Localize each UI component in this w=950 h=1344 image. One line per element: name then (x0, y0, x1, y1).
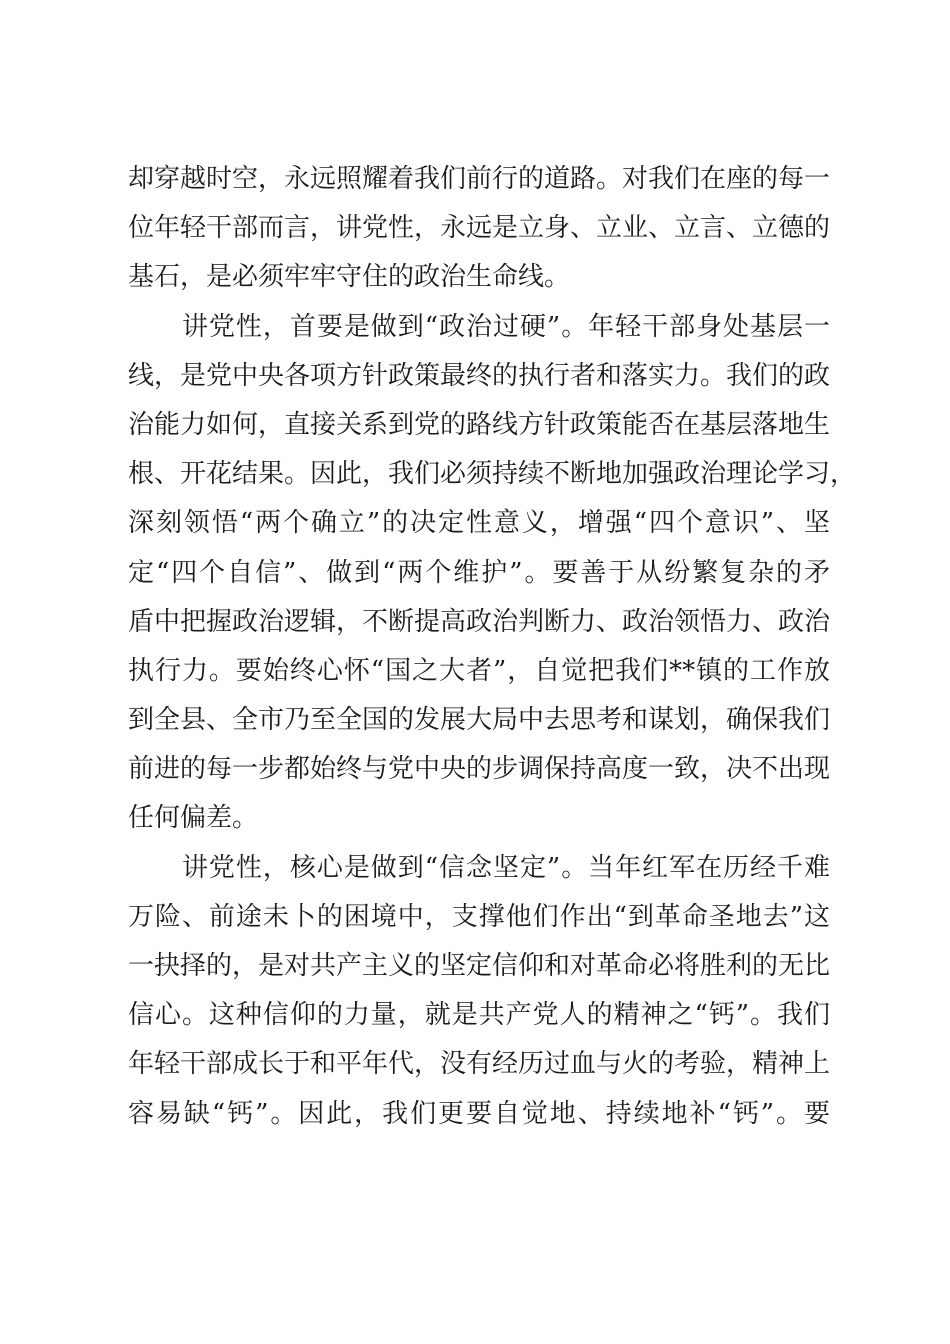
text-line: 讲党性，核心是做到“信念坚定”。当年红军在历经千难 (128, 852, 830, 883)
text-line: 盾中把握政治逻辑，不断提高政治判断力、政治领悟力、政治 (128, 606, 831, 637)
text-line: 定“四个自信”、做到“两个维护”。要善于从纷繁复杂的矛 (128, 557, 830, 588)
text-line: 线，是党中央各项方针政策最终的执行者和落实力。我们的政 (128, 360, 831, 391)
text-line: 讲党性，首要是做到“政治过硬”。年轻干部身处基层一 (128, 311, 830, 342)
text-line: 年轻干部成长于和平年代，没有经历过血与火的考验，精神上 (128, 1049, 831, 1080)
text-line: 任何偏差。 (128, 803, 259, 834)
text-line: 位年轻干部而言，讲党性，永远是立身、立业、立言、立德的 (128, 213, 831, 244)
text-line: 深刻领悟“两个确立”的决定性意义，增强“四个意识”、坚 (128, 508, 830, 539)
text-line: 信心。这种信仰的力量，就是共产党人的精神之“钙”。我们 (128, 1000, 830, 1031)
text-line: 基石，是必须牢牢守住的政治生命线。 (128, 262, 571, 293)
text-line: 执行力。要始终心怀“国之大者”，自觉把我们**镇的工作放 (128, 655, 830, 686)
text-line: 前进的每一步都始终与党中央的步调保持高度一致，决不出现 (128, 754, 831, 785)
text-line: 治能力如何，直接关系到党的路线方针政策能否在基层落地生 (128, 409, 831, 440)
text-line: 容易缺“钙”。因此，我们更要自觉地、持续地补“钙”。要 (128, 1098, 830, 1129)
text-line: 根、开花结果。因此，我们必须持续不断地加强政治理论学习， (128, 459, 857, 490)
text-line: 却穿越时空，永远照耀着我们前行的道路。对我们在座的每一 (128, 164, 831, 194)
body-text (128, 155, 857, 1139)
text-line: 一抉择的，是对共产主义的坚定信仰和对革命必将胜利的无比 (128, 951, 831, 981)
text-line: 万险、前途未卜的困境中，支撑他们作出“到革命圣地去”这 (128, 901, 830, 932)
text-line: 到全县、全市乃至全国的发展大局中去思考和谋划，确保我们 (128, 705, 831, 736)
